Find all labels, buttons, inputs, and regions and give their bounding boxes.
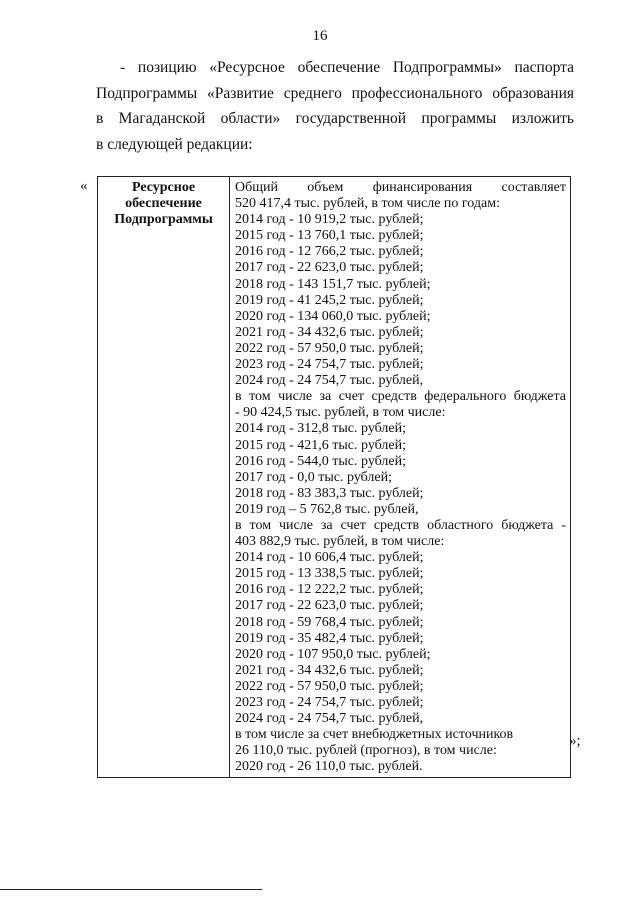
funding-line: 2017 год - 22 623,0 тыс. рублей; [235, 598, 424, 614]
funding-line: 403 882,9 тыс. рублей, в том числе: [235, 534, 445, 550]
funding-line: 2024 год - 24 754,7 тыс. рублей, [235, 711, 424, 727]
funding-line: - 90 424,5 тыс. рублей, в том числе: [235, 405, 446, 421]
funding-line: Общий объем финансирования составляет [235, 180, 566, 195]
page-number: 16 [312, 28, 328, 44]
funding-line: 2017 год - 22 623,0 тыс. рублей; [235, 260, 424, 276]
funding-line: 2023 год - 24 754,7 тыс. рублей; [235, 695, 424, 710]
funding-line: 2016 год - 12 222,2 тыс. рублей; [235, 582, 424, 598]
footer-divider [0, 889, 262, 890]
resource-provision-table [97, 176, 571, 778]
funding-line: 520 417,4 тыс. рублей, в том числе по годам: [235, 196, 500, 212]
funding-line: 26 110,0 тыс. рублей (прогноз), в том числе: [235, 743, 497, 759]
funding-line: в том числе за счет внебюджетных источников [235, 727, 514, 743]
funding-line: 2023 год - 24 754,7 тыс. рублей; [235, 357, 424, 373]
funding-line: 2024 год - 24 754,7 тыс. рублей, [235, 373, 424, 389]
intro-line: в Магаданской области» государственной программы изложить [96, 110, 574, 127]
funding-line: 2015 год - 13 760,1 тыс. рублей; [235, 228, 424, 244]
funding-line: 2018 год - 59 768,4 тыс. рублей; [235, 614, 424, 630]
funding-line: 2014 год - 10 919,2 тыс. рублей; [235, 212, 424, 228]
funding-line: 2020 год - 134 060,0 тыс. рублей; [235, 308, 431, 324]
opening-quote-mark: « [80, 178, 88, 194]
funding-line: 2015 год - 13 338,5 тыс. рублей; [235, 566, 424, 582]
funding-line: 2016 год - 544,0 тыс. рублей; [235, 453, 407, 469]
table-row [98, 177, 571, 778]
funding-line: 2022 год - 57 950,0 тыс. рублей; [235, 340, 424, 356]
funding-line: 2022 год - 57 950,0 тыс. рублей; [235, 678, 424, 694]
intro-line: Подпрограммы «Развитие среднего профессионального образования [96, 84, 574, 102]
intro-paragraph [96, 55, 574, 157]
intro-line: в следующей редакции: [96, 135, 253, 153]
funding-line: 2018 год - 83 383,3 тыс. рублей; [235, 485, 424, 501]
closing-quote-mark: »; [569, 733, 581, 749]
funding-line: 2014 год - 10 606,4 тыс. рублей; [235, 550, 424, 566]
funding-line: в том числе за счет средств федерального бюджета [235, 389, 566, 405]
funding-line: 2017 год - 0,0 тыс. рублей; [235, 469, 393, 485]
funding-line: 2016 год - 12 766,2 тыс. рублей; [235, 244, 424, 260]
intro-line: - позицию «Ресурсное обеспечение Подпрограммы» паспорта [120, 59, 574, 76]
position-label-cell: Ресурсное обеспечение Подпрограммы [98, 177, 230, 778]
funding-line: 2018 год - 143 151,7 тыс. рублей; [235, 276, 431, 292]
funding-line: 2020 год - 107 950,0 тыс. рублей; [235, 646, 431, 662]
funding-line: 2019 год - 35 482,4 тыс. рублей; [235, 630, 424, 646]
funding-value-cell [230, 177, 571, 778]
funding-line: 2019 год – 5 762,8 тыс. рублей, [235, 501, 419, 517]
funding-line: 2015 год - 421,6 тыс. рублей; [235, 437, 407, 453]
funding-line: 2021 год - 34 432,6 тыс. рублей; [235, 324, 424, 340]
funding-line: 2020 год - 26 110,0 тыс. рублей. [235, 759, 423, 775]
funding-line: 2021 год - 34 432,6 тыс. рублей; [235, 662, 424, 678]
funding-line: в том числе за счет средств областного бюджета - [235, 517, 566, 533]
funding-line: 2014 год - 312,8 тыс. рублей; [235, 421, 407, 437]
funding-line: 2019 год - 41 245,2 тыс. рублей; [235, 292, 424, 308]
